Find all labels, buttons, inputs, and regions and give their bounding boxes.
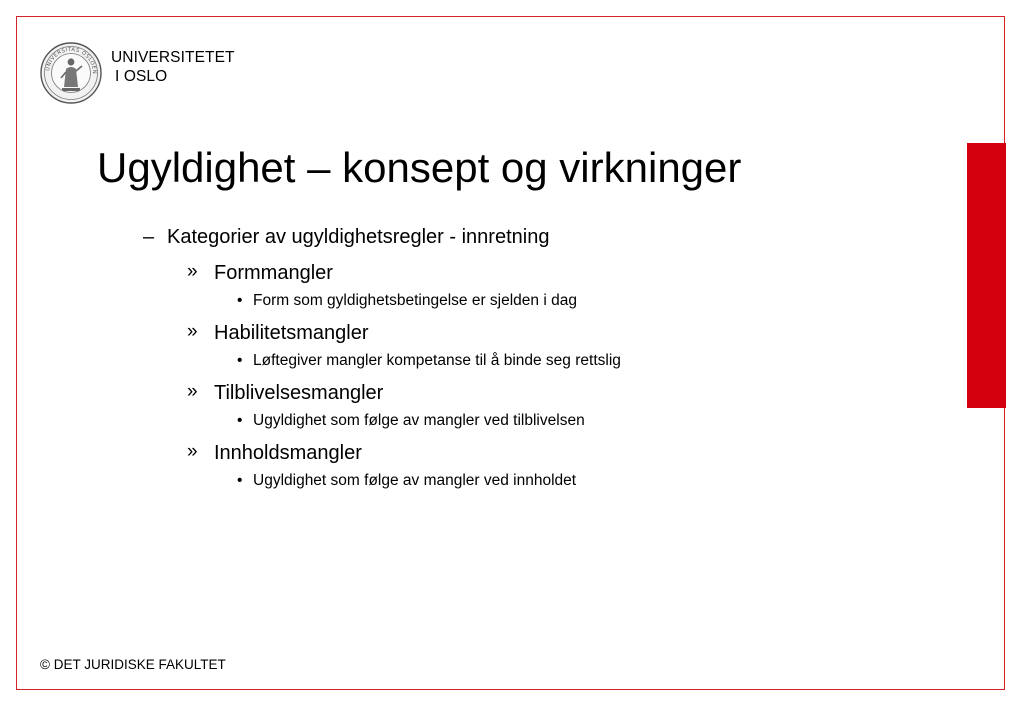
outline-subitem-text: Ugyldighet som følge av mangler ved innholdet xyxy=(253,472,577,489)
outline-subitem-text: Ugyldighet som følge av mangler ved tilblivelsen xyxy=(253,412,585,429)
bullet-marker: • xyxy=(237,352,243,369)
guillemet-marker: » xyxy=(187,381,198,402)
university-name-line2: I OSLO xyxy=(115,68,168,85)
guillemet-marker: » xyxy=(187,321,198,342)
accent-bar xyxy=(967,143,1006,408)
outline-item-label: Tilblivelsesmangler xyxy=(214,382,384,404)
dash-marker: – xyxy=(143,226,155,248)
bullet-marker: • xyxy=(237,472,243,489)
svg-text:UNIVERSITAS OSLOENSIS: UNIVERSITAS OSLOEN xyxy=(45,46,98,75)
outline-subitem-text: Løftegiver mangler kompetanse til å binde seg rettslig xyxy=(253,352,621,369)
outline-item-label: Habilitetsmangler xyxy=(214,322,369,344)
outline-level1-text: Kategorier av ugyldighetsregler - innretning xyxy=(167,226,550,248)
outline-item-label: Innholdsmangler xyxy=(214,442,362,464)
university-seal-icon xyxy=(40,42,102,104)
slide-title: Ugyldighet – konsept og virkninger xyxy=(97,144,742,191)
outline-subitem-text: Form som gyldighetsbetingelse er sjelden i dag xyxy=(253,292,577,309)
footer-copyright: © DET JURIDISKE FAKULTET xyxy=(40,657,226,672)
bullet-marker: • xyxy=(237,412,243,429)
bullet-marker: • xyxy=(237,292,243,309)
university-name xyxy=(111,48,235,86)
guillemet-marker: » xyxy=(187,441,198,462)
outline-item-label: Formmangler xyxy=(214,262,333,284)
university-name-line1: UNIVERSITETET xyxy=(111,49,235,66)
guillemet-marker: » xyxy=(187,261,198,282)
